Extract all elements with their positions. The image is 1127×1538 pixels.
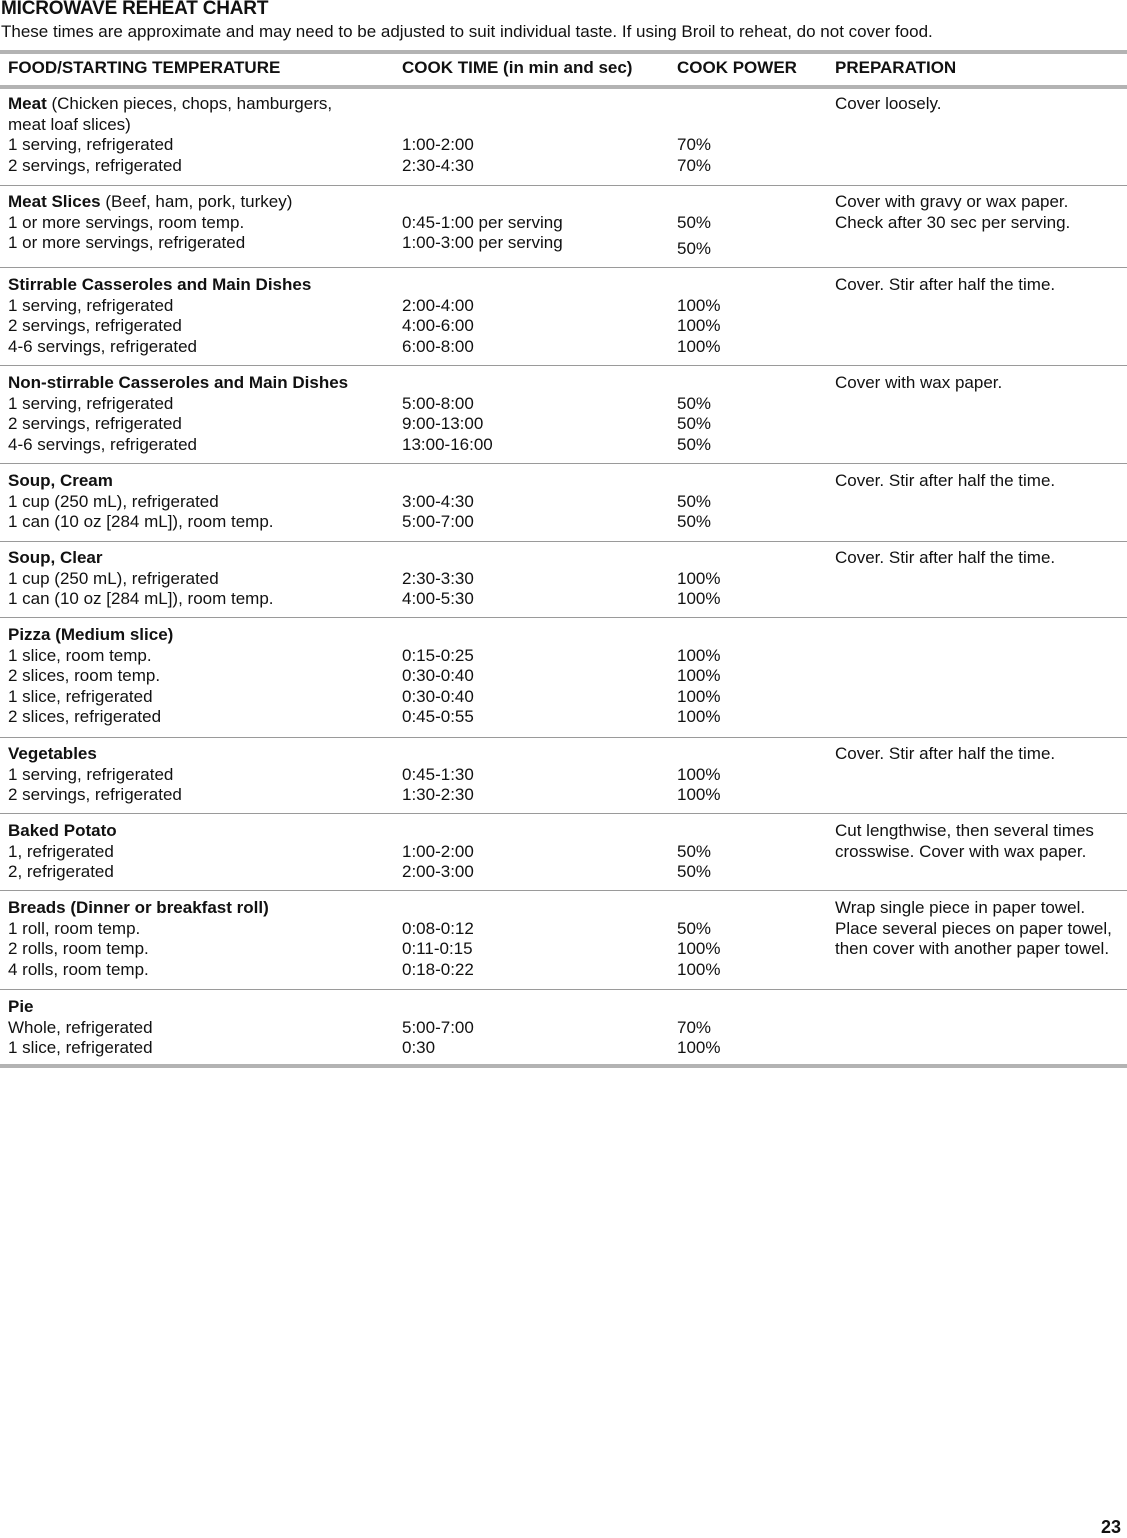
power-cell (677, 898, 827, 980)
time-cell (402, 471, 672, 533)
cook-power: 50% (677, 414, 712, 434)
row-divider (0, 267, 1127, 268)
page-number: 23 (1100, 1517, 1121, 1537)
preparation-cell (835, 94, 1120, 115)
food-name: Baked Potato (8, 821, 117, 840)
preparation-text: Cover. Stir after half the time. (835, 471, 1056, 490)
food-cell (8, 744, 393, 806)
food-cell (8, 997, 393, 1059)
cook-time: 6:00-8:00 (402, 336, 474, 356)
cook-power: 100% (677, 764, 721, 784)
cook-time: 4:00-6:00 (402, 316, 474, 336)
time-cell (402, 275, 672, 357)
food-item: 1 serving, refrigerated (8, 295, 174, 315)
row-divider (0, 813, 1127, 814)
power-cell (677, 94, 827, 176)
preparation-text: Cut lengthwise, then several times crosswise. Cover with wax paper. (835, 821, 1094, 861)
preparation-cell (835, 471, 1120, 492)
row-divider (0, 890, 1127, 891)
cook-power: 100% (677, 316, 721, 336)
row-divider (0, 463, 1127, 464)
food-name: Soup, Cream (8, 471, 113, 490)
time-cell (402, 997, 672, 1059)
power-cell (677, 997, 827, 1059)
food-item: 1 cup (250 mL), refrigerated (8, 491, 219, 511)
food-cell (8, 373, 393, 455)
cook-power: 100% (677, 959, 721, 979)
header-cook-power: COOK POWER (677, 58, 797, 77)
time-cell (402, 94, 672, 176)
food-item: 4 rolls, room temp. (8, 959, 149, 979)
time-cell (402, 548, 672, 610)
preparation-cell (835, 898, 1120, 960)
time-cell (402, 373, 672, 455)
preparation-cell (835, 744, 1120, 765)
cook-power: 70% (677, 1017, 712, 1037)
food-cell (8, 192, 393, 254)
power-cell (677, 471, 827, 533)
power-cell (677, 744, 827, 806)
cook-time: 4:00-5:30 (402, 589, 474, 609)
cook-power: 100% (677, 785, 721, 805)
preparation-text: Wrap single piece in paper towel. Place several pieces on paper towel, then cover with another paper towel. (835, 898, 1112, 959)
time-cell (402, 821, 672, 883)
preparation-text: Cover loosely. (835, 94, 942, 113)
header-food: FOOD/STARTING TEMPERATURE (8, 58, 281, 77)
cook-time: 1:00-2:00 (402, 135, 474, 155)
food-item: 1 cup (250 mL), refrigerated (8, 568, 219, 588)
food-detail-continued: meat loaf slices) (8, 114, 131, 134)
food-cell (8, 275, 393, 357)
preparation-text: Cover with wax paper. (835, 373, 1003, 392)
row-divider (0, 989, 1127, 990)
food-item: 2, refrigerated (8, 862, 114, 882)
cook-time: 2:30-4:30 (402, 155, 474, 175)
cook-power: 70% (677, 135, 712, 155)
food-item: 1 slice, refrigerated (8, 1038, 153, 1058)
cook-power: 50% (677, 918, 712, 938)
food-item: 2 servings, refrigerated (8, 785, 182, 805)
food-item: 2 slices, refrigerated (8, 707, 162, 727)
chart-title: MICROWAVE REHEAT CHART (1, 0, 269, 19)
food-name: Breads (Dinner or breakfast roll) (8, 898, 269, 917)
food-item: Whole, refrigerated (8, 1017, 153, 1037)
header-rule (0, 85, 1127, 89)
food-item: 1 roll, room temp. (8, 918, 141, 938)
row-divider (0, 541, 1127, 542)
cook-time: 1:00-3:00 per serving (402, 233, 563, 253)
cook-power: 50% (677, 212, 712, 232)
preparation-cell (835, 821, 1120, 862)
power-cell (677, 373, 827, 455)
cook-power: 50% (677, 239, 712, 259)
cook-time: 13:00-16:00 (402, 434, 493, 454)
food-cell (8, 898, 393, 980)
food-detail: (Chicken pieces, chops, hamburgers, (46, 94, 333, 113)
food-item: 1 or more servings, refrigerated (8, 233, 246, 253)
food-item: 2 servings, refrigerated (8, 414, 182, 434)
cook-time: 0:45-1:30 (402, 764, 474, 784)
food-item: 2 slices, room temp. (8, 666, 161, 686)
cook-power: 100% (677, 336, 721, 356)
food-item: 1 serving, refrigerated (8, 135, 174, 155)
cook-time: 3:00-4:30 (402, 491, 474, 511)
food-name: Soup, Clear (8, 548, 103, 567)
chart-intro: These times are approximate and may need to be adjusted to suit individual taste. If using Broil to reheat, do not cover food. (1, 22, 933, 41)
top-rule (0, 50, 1127, 54)
preparation-text: Cover. Stir after half the time. (835, 548, 1056, 567)
food-item: 1 slice, refrigerated (8, 686, 153, 706)
cook-time: 0:11-0:15 (402, 939, 473, 959)
cook-time: 2:00-3:00 (402, 862, 474, 882)
cook-time: 0:30-0:40 (402, 686, 474, 706)
food-item: 4-6 servings, refrigerated (8, 336, 197, 356)
preparation-text: Cover. Stir after half the time. (835, 744, 1056, 763)
cook-time: 1:00-2:00 (402, 841, 474, 861)
cook-time: 0:15-0:25 (402, 645, 474, 665)
food-cell (8, 821, 393, 883)
time-cell (402, 625, 672, 728)
cook-time: 0:30-0:40 (402, 666, 474, 686)
cook-time: 0:18-0:22 (402, 959, 474, 979)
cook-power: 50% (677, 862, 712, 882)
cook-time: 5:00-8:00 (402, 393, 474, 413)
cook-time: 0:45-1:00 per serving (402, 212, 563, 232)
power-cell (677, 821, 827, 883)
cook-power: 100% (677, 939, 721, 959)
cook-power: 100% (677, 707, 721, 727)
food-name: Stirrable Casseroles and Main Dishes (8, 275, 312, 294)
preparation-cell (835, 548, 1120, 569)
cook-time: 5:00-7:00 (402, 1017, 474, 1037)
cook-time: 1:30-2:30 (402, 785, 474, 805)
preparation-text: Cover with gravy or wax paper. Check after 30 sec per serving. (835, 192, 1071, 232)
food-item: 2 servings, refrigerated (8, 316, 182, 336)
time-cell (402, 744, 672, 806)
time-cell (402, 192, 672, 254)
food-item: 1 serving, refrigerated (8, 764, 174, 784)
cook-power: 100% (677, 1038, 721, 1058)
food-item: 4-6 servings, refrigerated (8, 434, 197, 454)
cook-power: 50% (677, 434, 712, 454)
row-divider (0, 617, 1127, 618)
food-cell (8, 625, 393, 728)
food-name: Meat (8, 94, 47, 113)
header-cook-time: COOK TIME (in min and sec) (402, 58, 633, 77)
food-name: Pie (8, 997, 34, 1016)
preparation-cell (835, 275, 1120, 296)
preparation-cell (835, 192, 1120, 233)
food-name: Non-stirrable Casseroles and Main Dishes (8, 373, 349, 392)
food-item: 1 can (10 oz [284 mL]), room temp. (8, 589, 274, 609)
food-item: 2 servings, refrigerated (8, 155, 182, 175)
cook-power: 100% (677, 666, 721, 686)
cook-power: 100% (677, 295, 721, 315)
power-cell (677, 548, 827, 610)
food-item: 1 slice, room temp. (8, 645, 152, 665)
food-item: 2 rolls, room temp. (8, 939, 149, 959)
preparation-text: Cover. Stir after half the time. (835, 275, 1056, 294)
cook-power: 50% (677, 491, 712, 511)
preparation-cell (835, 373, 1120, 394)
cook-time: 2:30-3:30 (402, 568, 474, 588)
cook-power: 100% (677, 686, 721, 706)
header-preparation: PREPARATION (835, 58, 957, 77)
food-cell (8, 94, 393, 176)
cook-power: 100% (677, 645, 721, 665)
food-item: 1, refrigerated (8, 841, 114, 861)
food-name: Pizza (Medium slice) (8, 625, 174, 644)
food-cell (8, 471, 393, 533)
time-cell (402, 898, 672, 980)
food-cell (8, 548, 393, 610)
cook-time: 5:00-7:00 (402, 512, 474, 532)
food-item: 1 serving, refrigerated (8, 393, 174, 413)
cook-power: 50% (677, 841, 712, 861)
food-name: Vegetables (8, 744, 97, 763)
cook-time: 0:45-0:55 (402, 707, 474, 727)
food-item: 1 can (10 oz [284 mL]), room temp. (8, 512, 274, 532)
cook-power: 100% (677, 589, 721, 609)
cook-power: 100% (677, 568, 721, 588)
cook-power: 70% (677, 155, 712, 175)
cook-power: 50% (677, 393, 712, 413)
power-cell (677, 625, 827, 728)
power-cell (677, 275, 827, 357)
food-item: 1 or more servings, room temp. (8, 212, 245, 232)
row-divider (0, 365, 1127, 366)
cook-time: 0:08-0:12 (402, 918, 474, 938)
cook-time: 9:00-13:00 (402, 414, 484, 434)
cook-power: 50% (677, 512, 712, 532)
bottom-rule (0, 1064, 1127, 1068)
food-detail: (Beef, ham, pork, turkey) (100, 192, 293, 211)
food-name: Meat Slices (8, 192, 101, 211)
power-cell (677, 192, 827, 260)
row-divider (0, 737, 1127, 738)
table-header (0, 56, 1127, 84)
row-divider (0, 185, 1127, 186)
cook-time: 0:30 (402, 1038, 436, 1058)
cook-time: 2:00-4:00 (402, 295, 474, 315)
